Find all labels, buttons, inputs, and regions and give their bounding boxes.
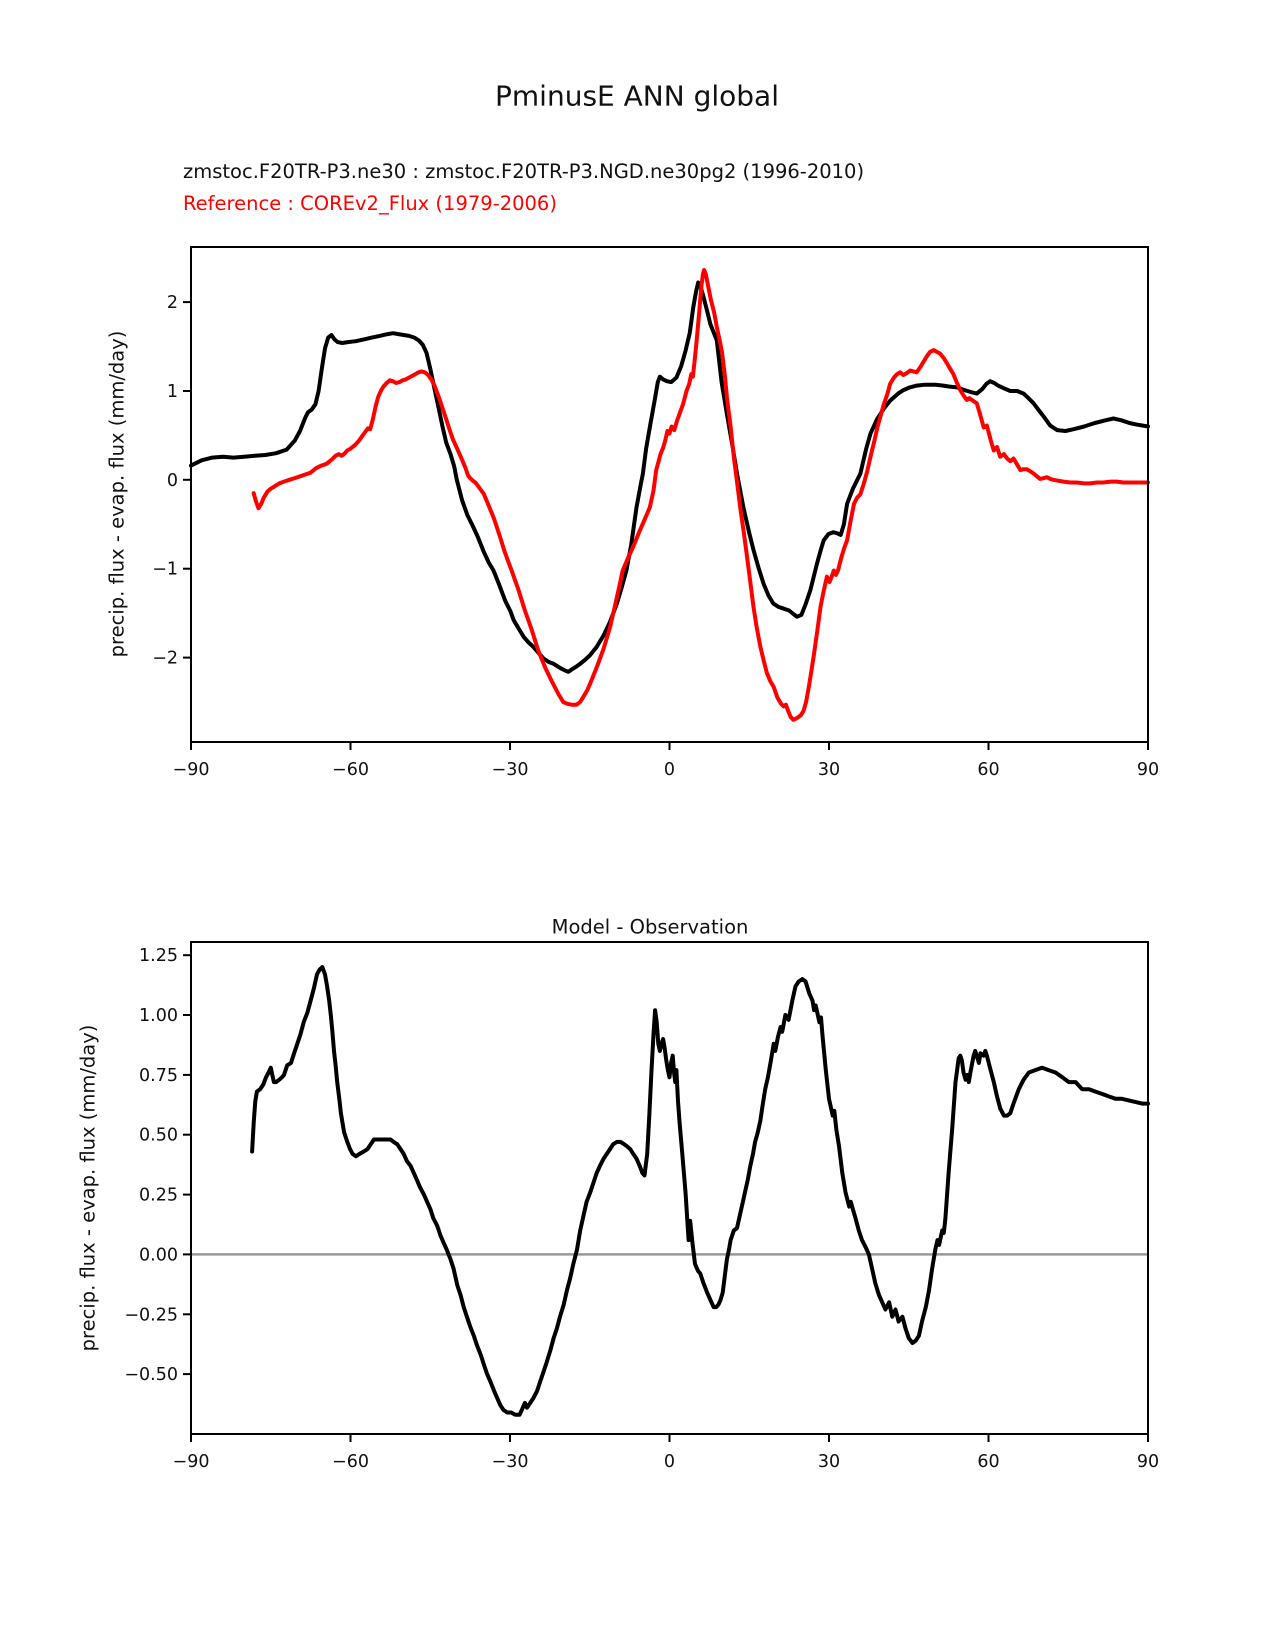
top-y-axis-label: precip. flux - evap. flux (mm/day) [105,330,129,658]
y-tick-label: −2 [152,648,178,669]
y-tick-label: 1.00 [139,1006,178,1026]
reference-curve [254,270,1148,720]
y-tick-label: 1.25 [139,946,178,967]
x-tick-label: −30 [491,760,529,780]
bottom-axes-title: Model - Observation [551,915,749,939]
x-tick-label: 60 [977,1452,1000,1472]
y-tick-label: 0 [166,470,178,491]
bottom-y-axis-label: precip. flux - evap. flux (mm/day) [76,1024,100,1352]
axes-frame [191,942,1148,1434]
figure-title: PminusE ANN global [495,79,779,113]
legend-reference-label: Reference : COREv2_Flux (1979-2006) [183,192,557,215]
diff-curve [252,967,1148,1415]
y-tick-label: 1 [166,382,178,402]
axes-1 [124,942,1159,1472]
x-tick-label: 0 [663,760,676,780]
y-tick-label: 0.25 [139,1185,178,1206]
axes-0 [152,247,1159,780]
x-tick-label: −60 [332,1452,369,1472]
x-tick-label: 30 [817,760,841,780]
y-tick-label: 0.00 [139,1245,178,1266]
x-tick-label: −90 [172,760,210,780]
model-curve [191,283,1148,672]
y-tick-label: 0.50 [139,1125,178,1146]
y-tick-label: −0.50 [124,1365,178,1386]
y-tick-label: −1 [152,559,178,580]
y-tick-label: 0.75 [139,1065,178,1086]
x-tick-label: −30 [491,1452,529,1472]
x-tick-label: −60 [332,760,369,780]
y-tick-label: 2 [166,293,178,314]
x-tick-label: 0 [663,1452,676,1472]
x-tick-label: 60 [977,760,1000,780]
x-tick-label: 30 [817,1452,841,1472]
x-tick-label: −90 [172,1452,210,1472]
legend-model-label: zmstoc.F20TR-P3.ne30 : zmstoc.F20TR-P3.NGD.ne30pg2 (1996-2010) [183,160,865,183]
x-tick-label: 90 [1136,1452,1160,1472]
x-tick-label: 90 [1136,760,1160,780]
y-tick-label: −0.25 [124,1305,178,1326]
axes-frame [191,247,1148,742]
